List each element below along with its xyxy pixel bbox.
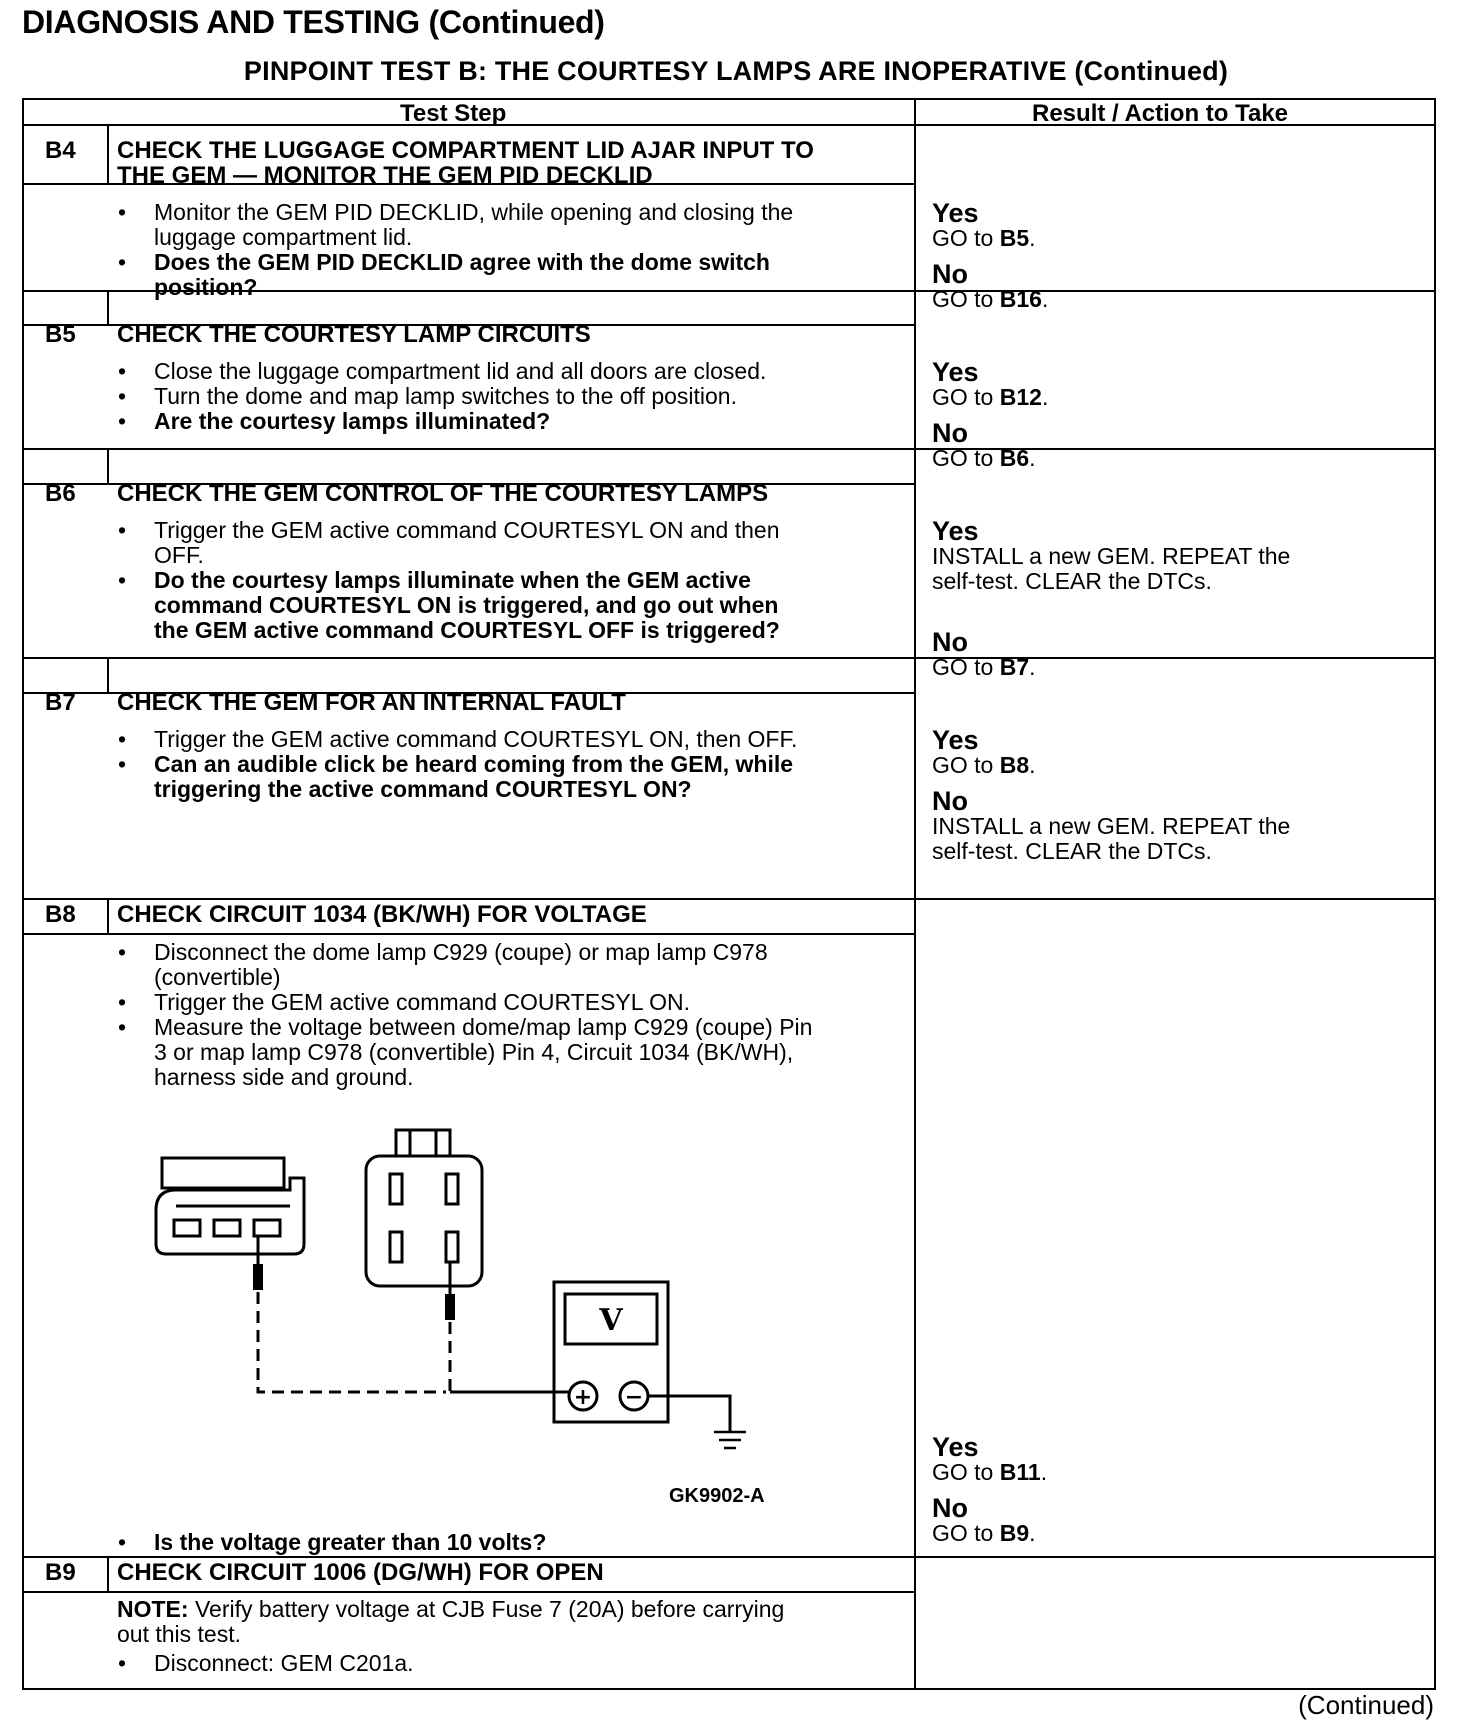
bullet-marker: • (118, 1650, 127, 1676)
step-question: the GEM active command COURTESYL OFF is triggered? (154, 617, 780, 643)
result-no-label: No (932, 1493, 968, 1523)
result-yes-label: Yes (932, 516, 979, 546)
step-header-divider (24, 933, 914, 935)
result-yes-label: Yes (932, 198, 979, 228)
result-yes-label: Yes (932, 1432, 979, 1462)
step-instruction: Turn the dome and map lamp switches to the off position. (154, 383, 737, 409)
bullet-marker: • (118, 989, 127, 1015)
bullet-marker: • (118, 726, 127, 752)
bullet-marker: • (118, 1529, 127, 1555)
row-divider (24, 898, 1434, 900)
step-instruction: Close the luggage compartment lid and all doors are closed. (154, 358, 767, 384)
result-no-action: GO to B9. (932, 1520, 1036, 1546)
result-no-action: GO to B6. (932, 445, 1036, 471)
step-question: Does the GEM PID DECKLID agree with the dome switch (154, 249, 770, 275)
id-divider (107, 125, 109, 183)
step-instruction: luggage compartment lid. (154, 224, 413, 250)
result-no-action: GO to B16. (932, 286, 1049, 312)
step-id: B8 (45, 901, 76, 928)
continued-label: (Continued) (1298, 1690, 1434, 1720)
step-instruction: 3 or map lamp C978 (convertible) Pin 4, Circuit 1034 (BK/WH), (154, 1039, 794, 1065)
row-divider (24, 657, 1434, 659)
dome-lamp-connector-icon (156, 1158, 304, 1254)
result-no-label: No (932, 259, 968, 289)
bullet-marker: • (118, 408, 127, 434)
step-instruction: Disconnect: GEM C201a. (154, 1650, 414, 1676)
result-yes-label: Yes (932, 725, 979, 755)
step-title: THE GEM — MONITOR THE GEM PID DECKLID (117, 162, 653, 189)
meter-display-symbol: V (599, 1303, 623, 1338)
minus-terminal-symbol: − (624, 1385, 644, 1410)
step-instruction: Trigger the GEM active command COURTESYL ON and then (154, 517, 780, 543)
result-yes-label: Yes (932, 357, 979, 387)
step-instruction: (convertible) (154, 964, 281, 990)
step-instruction: Measure the voltage between dome/map lamp C929 (coupe) Pin (154, 1014, 813, 1040)
bullet-marker: • (118, 517, 127, 543)
result-no-label: No (932, 627, 968, 657)
step-header-divider (24, 1591, 914, 1593)
column-header-result: Result / Action to Take (1032, 100, 1289, 127)
step-instruction: OFF. (154, 542, 204, 568)
step-question: Do the courtesy lamps illuminate when the GEM active (154, 567, 751, 593)
result-yes-action: INSTALL a new GEM. REPEAT the (932, 543, 1291, 569)
step-question: triggering the active command COURTESYL ON? (154, 776, 692, 802)
result-yes-action: GO to B8. (932, 752, 1036, 778)
step-instruction: Disconnect the dome lamp C929 (coupe) or map lamp C978 (154, 939, 768, 965)
step-instruction: harness side and ground. (154, 1064, 414, 1090)
step-instruction: Trigger the GEM active command COURTESYL ON, then OFF. (154, 726, 798, 752)
step-id: B9 (45, 1559, 76, 1586)
bullet-marker: • (118, 567, 127, 593)
step-title: CHECK THE COURTESY LAMP CIRCUITS (117, 321, 591, 348)
bullet-marker: • (118, 199, 127, 225)
page-title: DIAGNOSIS AND TESTING (Continued) (22, 4, 605, 40)
result-no-action: GO to B7. (932, 654, 1036, 680)
step-title: CHECK CIRCUIT 1006 (DG/WH) FOR OPEN (117, 1559, 604, 1586)
column-divider (914, 100, 916, 1690)
voltmeter-diagram (140, 1120, 780, 1500)
step-question: position? (154, 274, 258, 300)
step-id: B7 (45, 689, 76, 716)
bullet-marker: • (118, 383, 127, 409)
plus-terminal-symbol: + (573, 1385, 593, 1410)
step-title: CHECK THE GEM CONTROL OF THE COURTESY LAMPS (117, 480, 769, 507)
result-no-label: No (932, 418, 968, 448)
page-subtitle: PINPOINT TEST B: THE COURTESY LAMPS ARE INOPERATIVE (Continued) (243, 56, 1229, 86)
id-divider (107, 657, 109, 692)
bullet-marker: • (118, 358, 127, 384)
step-title: CHECK CIRCUIT 1034 (BK/WH) FOR VOLTAGE (117, 901, 647, 928)
step-id: B6 (45, 480, 76, 507)
figure-id: GK9902-A (669, 1485, 765, 1507)
id-divider (107, 448, 109, 483)
result-yes-action: GO to B11. (932, 1459, 1048, 1485)
row-divider (24, 1556, 1434, 1558)
id-divider (107, 1556, 109, 1591)
step-id: B5 (45, 321, 76, 348)
map-lamp-connector-icon (366, 1130, 482, 1286)
bullet-marker: • (118, 1014, 127, 1040)
id-divider (107, 898, 109, 933)
step-title: CHECK THE GEM FOR AN INTERNAL FAULT (117, 689, 626, 716)
step-instruction: Monitor the GEM PID DECKLID, while opening and closing the (154, 199, 794, 225)
result-yes-action: GO to B5. (932, 225, 1036, 251)
step-id: B4 (45, 137, 76, 164)
bullet-marker: • (118, 249, 127, 275)
step-instruction: Trigger the GEM active command COURTESYL ON. (154, 989, 690, 1015)
bullet-marker: • (118, 751, 127, 777)
column-header-test-step: Test Step (400, 100, 507, 127)
id-divider (107, 290, 109, 324)
step-question: Can an audible click be heard coming from the GEM, while (154, 751, 794, 777)
result-no-action: INSTALL a new GEM. REPEAT the (932, 813, 1291, 839)
step-question: Are the courtesy lamps illuminated? (154, 408, 551, 434)
row-divider (24, 448, 1434, 450)
step-question: Is the voltage greater than 10 volts? (154, 1529, 547, 1555)
result-yes-action: self-test. CLEAR the DTCs. (932, 568, 1212, 594)
result-no-action: self-test. CLEAR the DTCs. (932, 838, 1212, 864)
result-yes-action: GO to B12. (932, 384, 1049, 410)
result-no-label: No (932, 786, 968, 816)
step-note: NOTE: Verify battery voltage at CJB Fuse 7 (20A) before carrying (117, 1596, 785, 1622)
step-note: out this test. (117, 1621, 242, 1647)
bullet-marker: • (118, 939, 127, 965)
step-question: command COURTESYL ON is triggered, and go out when (154, 592, 779, 618)
step-title: CHECK THE LUGGAGE COMPARTMENT LID AJAR INPUT TO (117, 137, 814, 164)
